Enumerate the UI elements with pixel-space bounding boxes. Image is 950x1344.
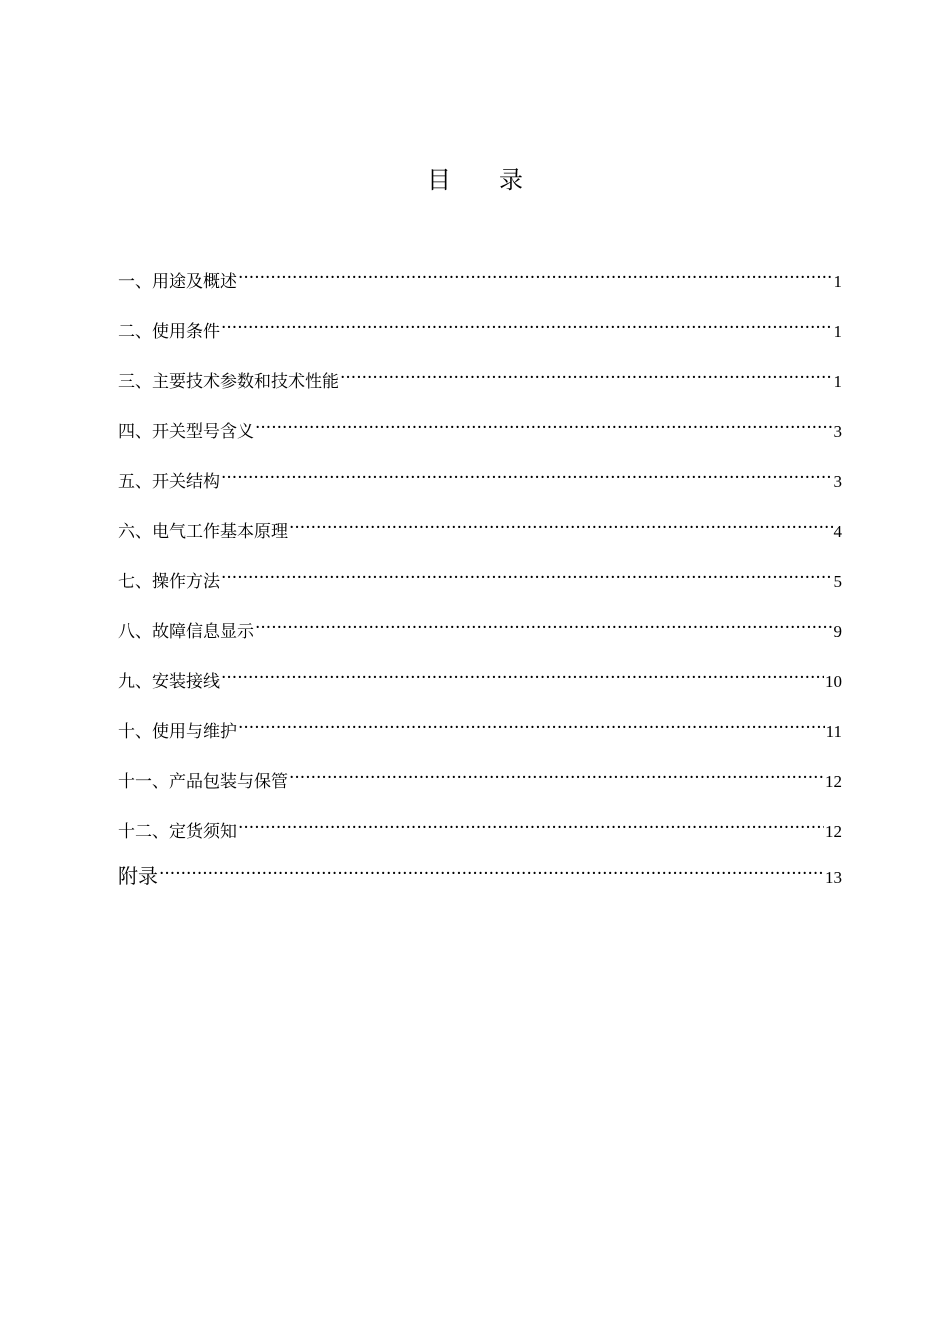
toc-entry-label: 一、用途及概述 <box>118 272 237 292</box>
toc-entry-label: 十、使用与维护 <box>118 722 237 742</box>
toc-leader-dots <box>238 716 825 740</box>
toc-leader-dots <box>289 516 833 540</box>
toc-entry-label: 八、故障信息显示 <box>118 622 254 642</box>
toc-entry-label: 十二、定货须知 <box>118 822 237 842</box>
toc-entry[interactable] <box>118 770 842 820</box>
toc-entry[interactable] <box>118 520 842 570</box>
toc-leader-dots <box>159 862 824 886</box>
toc-entry-label: 三、主要技术参数和技术性能 <box>118 372 339 392</box>
toc-entry[interactable] <box>118 320 842 370</box>
toc-entry-appendix[interactable] <box>118 864 842 908</box>
toc-page-number: 1 <box>833 322 842 341</box>
toc-leader-dots <box>238 266 833 290</box>
toc-leader-dots <box>255 416 833 440</box>
toc-entry-label: 九、安装接线 <box>118 672 220 692</box>
toc-leader-dots <box>238 816 824 840</box>
toc-leader-dots <box>289 766 824 790</box>
toc-page-number: 5 <box>833 572 842 591</box>
toc-page-number: 12 <box>825 822 842 841</box>
toc-page-number: 3 <box>833 472 842 491</box>
toc-leader-dots <box>221 466 833 490</box>
table-of-contents <box>118 270 842 908</box>
toc-page-number: 10 <box>825 672 842 691</box>
toc-entry[interactable] <box>118 420 842 470</box>
toc-entry[interactable] <box>118 720 842 770</box>
toc-entry-label: 四、开关型号含义 <box>118 422 254 442</box>
toc-page-number: 13 <box>825 868 842 887</box>
toc-entry-label: 五、开关结构 <box>118 472 220 492</box>
toc-page-number: 11 <box>825 722 842 741</box>
toc-entry[interactable] <box>118 620 842 670</box>
toc-entry-label: 附录 <box>118 864 158 888</box>
toc-entry-label: 七、操作方法 <box>118 572 220 592</box>
toc-entry[interactable] <box>118 370 842 420</box>
toc-page-number: 1 <box>833 272 842 291</box>
toc-page-number: 12 <box>825 772 842 791</box>
toc-entry[interactable] <box>118 570 842 620</box>
toc-page-number: 4 <box>833 522 842 541</box>
toc-entry[interactable] <box>118 470 842 520</box>
toc-page-number: 1 <box>833 372 842 391</box>
toc-leader-dots <box>221 566 833 590</box>
toc-entry-label: 六、电气工作基本原理 <box>118 522 288 542</box>
toc-entry[interactable] <box>118 270 842 320</box>
toc-leader-dots <box>221 666 824 690</box>
toc-leader-dots <box>221 316 833 340</box>
toc-page-number: 3 <box>833 422 842 441</box>
page-title <box>0 160 950 195</box>
title-char-2: 录 <box>499 166 523 194</box>
toc-entry-label: 二、使用条件 <box>118 322 220 342</box>
toc-page-number: 9 <box>833 622 842 641</box>
toc-entry[interactable] <box>118 670 842 720</box>
toc-entry-label: 十一、产品包装与保管 <box>118 772 288 792</box>
title-char-1: 目 <box>427 166 451 194</box>
toc-leader-dots <box>340 366 833 390</box>
toc-leader-dots <box>255 616 833 640</box>
